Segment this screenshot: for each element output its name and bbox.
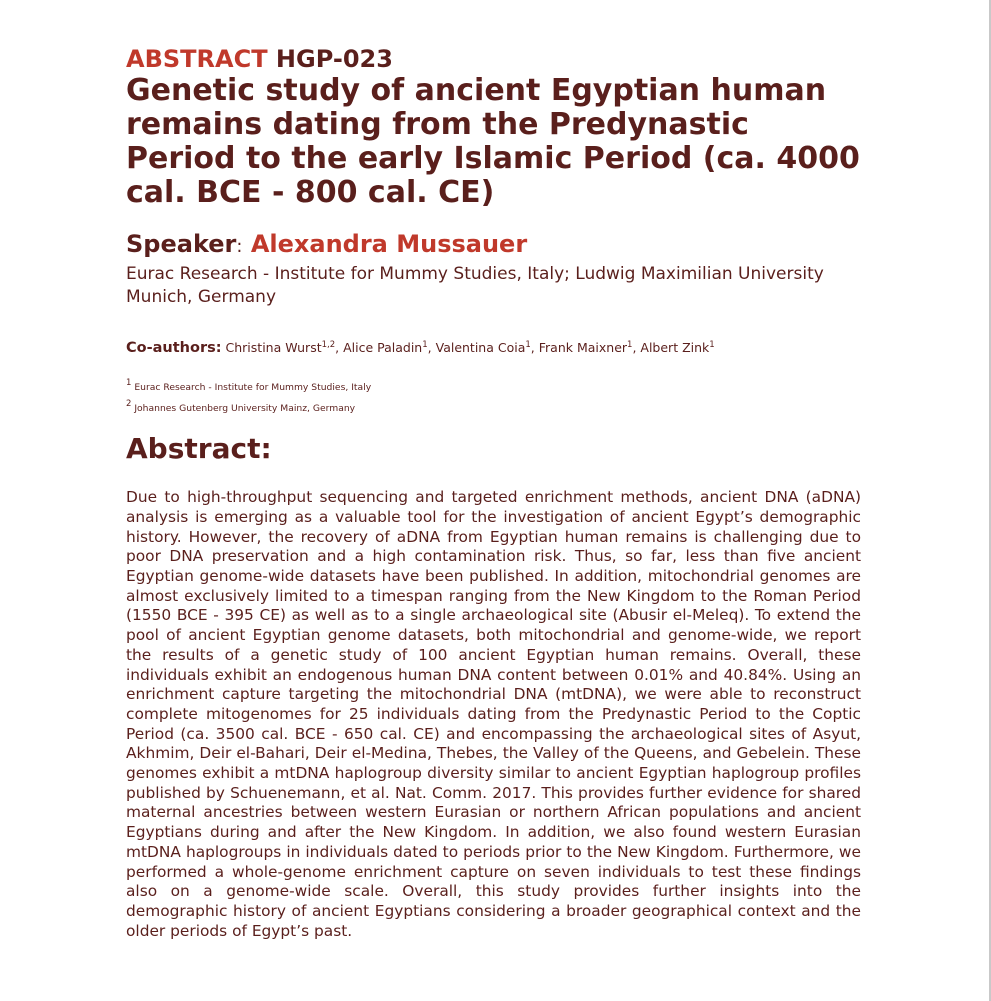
footnote-item	[126, 375, 861, 396]
abstract-code: HGP-023	[275, 45, 393, 73]
speaker-colon: :	[236, 236, 243, 257]
abstract-body: Due to high-throughput sequencing and targeted enrichment methods, ancient DNA (aDNA) analysis is emerging as a valuable tool for the investigation of ancient Egypt’s demographic history. However, the recovery of aDNA from Egyptian human remains is challenging due to poor DNA preservation and a high contamination risk. Thus, so far, less than five ancient Egyptian genome-wide datasets have been published. In addition, mitochondrial genomes are almost exclusively limited to a timespan ranging from the New Kingdom to the Roman Period (1550 BCE - 395 CE) as well as to a single archaeological site (Abusir el-Meleq). To extend the pool of ancient Egyptian genome datasets, both mitochondrial and genome-wide, we report the results of a genetic study of 100 ancient Egyptian human remains. Overall, these individuals exhibit an endogenous human DNA content between 0.01% and 40.84%. Using an enrichment capture targeting the mitochondrial DNA (mtDNA), we were able to reconstruct complete mitogenomes for 25 individuals dating from the Predynastic Period to the Coptic Period (ca. 3500 cal. BCE - 650 cal. CE) and encompassing the archaeological sites of Asyut, Akhmim, Deir el-Bahari, Deir el-Medina, Thebes, the Valley of the Queens, and Gebelein. These genomes exhibit a mtDNA haplogroup diversity similar to ancient Egyptian haplogroup profiles published by Schuenemann, et al. Nat. Comm. 2017. This provides further evidence for shared maternal ancestries between western Eurasian or northern African populations and ancient Egyptians during and after the New Kingdom. In addition, we also found western Eurasian mtDNA haplogroups in individuals dated to periods prior to the New Kingdom. Furthermore, we performed a whole-genome enrichment capture on seven individuals to test these findings also on a genome-wide scale. Overall, this study provides further insights into the demographic history of ancient Egyptians considering a broader geographical context and the older periods of Egypt’s past.	[126, 488, 861, 940]
coauthor-name: Alice Paladin	[343, 340, 423, 355]
coauthor-affiliation-marker: 1	[709, 340, 715, 350]
abstract-label: ABSTRACT	[126, 45, 268, 73]
footnote-text: Johannes Gutenberg University Mainz, Germany	[134, 403, 356, 414]
paper-title: Genetic study of ancient Egyptian human remains dating from the Predynastic Period to the early Islamic Period (ca. 4000 cal. BCE - 800 cal. CE)	[126, 73, 860, 210]
coauthor-affiliation-marker: 1,2	[321, 340, 336, 350]
abstract-id-line	[126, 44, 861, 74]
coauthors-label: Co-authors:	[126, 340, 222, 356]
speaker-name: Alexandra Mussauer	[250, 230, 528, 258]
coauthor-name: Frank Maixner	[538, 340, 628, 355]
footnote-text: Eurac Research - Institute for Mummy Studies, Italy	[134, 382, 372, 393]
coauthor-affiliation-marker: 1	[627, 340, 633, 350]
footnote-number: 1	[126, 378, 132, 388]
coauthor-name: Albert Zink	[640, 340, 710, 355]
coauthor-affiliation-marker: 1	[525, 340, 531, 350]
footnote-number: 2	[126, 399, 132, 409]
speaker-label: Speaker	[126, 230, 237, 258]
speaker-line	[126, 230, 861, 261]
abstract-heading: Abstract:	[126, 432, 272, 465]
coauthor-name: Valentina Coia	[435, 340, 526, 355]
coauthor-affiliation-marker: 1	[422, 340, 428, 350]
speaker-affiliation: Eurac Research - Institute for Mummy Studies, Italy; Ludwig Maximilian University Munich, Germany	[126, 264, 824, 307]
coauthor-name: Christina Wurst	[225, 340, 322, 355]
coauthors-line: Co-authors: Christina Wurst$^{1,2}$, Alice Paladin$^1$, Valentina Coia$^1$, Frank Maixner$^1$, Albert Zink$^1$	[126, 340, 715, 356]
footnote-item	[126, 396, 861, 417]
affiliation-footnotes	[126, 375, 861, 417]
abstract-document	[126, 44, 861, 941]
